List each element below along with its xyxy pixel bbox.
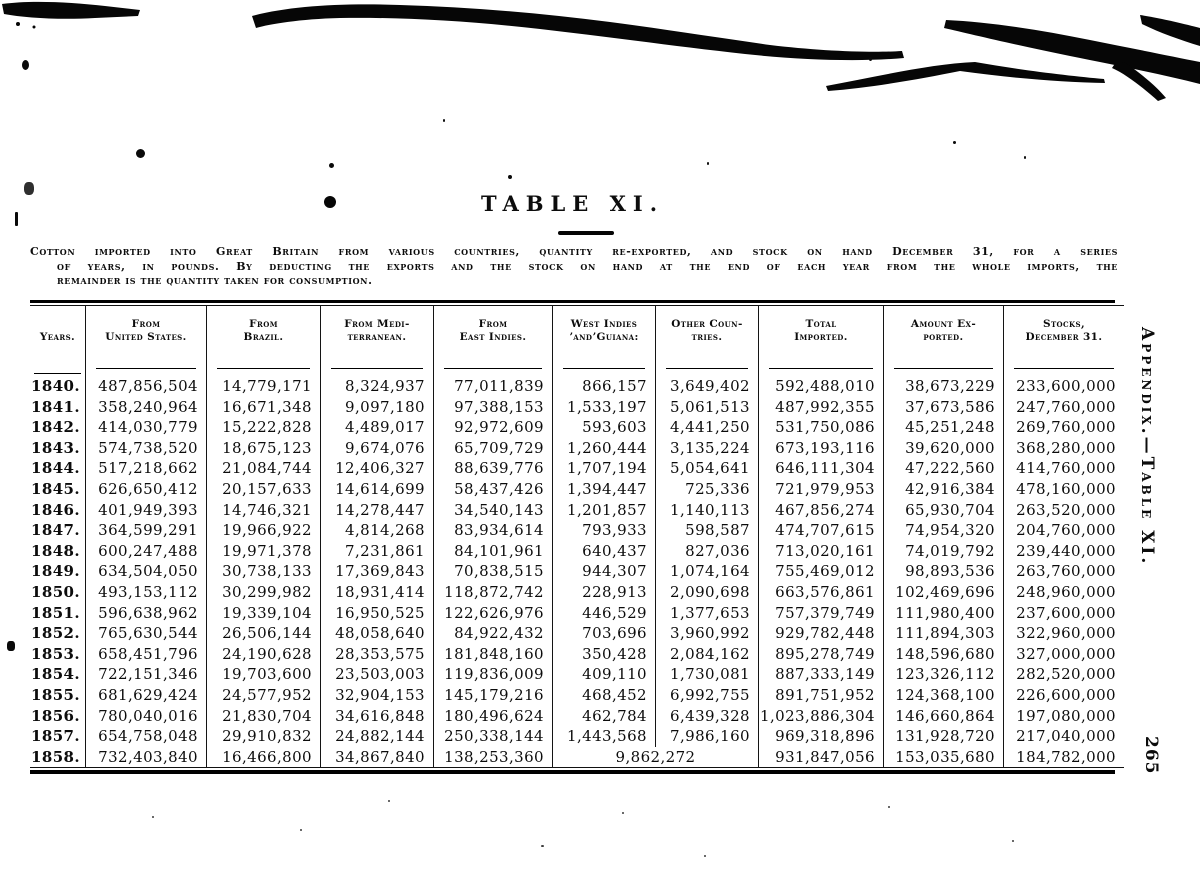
value-cell: 350,428 [553,644,656,665]
value-cell: 793,933 [553,520,656,541]
value-cell: 5,061,513 [656,397,759,418]
value-cell: 931,847,056 [759,747,884,768]
table-row [30,479,1124,500]
value-cell: 713,020,161 [759,541,884,562]
value-cell: 14,614,699 [321,479,434,500]
value-cell: 19,971,378 [207,541,321,562]
column-header-west_indies_and_guiana: West Indies ʼandʼGuiana: [553,306,656,377]
value-cell: 180,496,624 [434,706,553,727]
value-cell: 204,760,000 [1004,520,1125,541]
value-cell: 1,377,653 [656,603,759,624]
header-underline-rule [217,368,310,369]
table-row [30,376,1124,397]
value-cell: 19,339,104 [207,603,321,624]
value-cell: 1,533,197 [553,397,656,418]
year-cell: 1855. [31,685,80,704]
value-cell: 478,160,000 [1004,479,1125,500]
ink-dot [33,26,36,29]
value-cell: 38,673,229 [884,376,1004,397]
value-cell: 1,260,444 [553,438,656,459]
value-cell: 226,600,000 [1004,685,1125,706]
value-cell: 98,893,536 [884,561,1004,582]
value-cell: 239,440,000 [1004,541,1125,562]
value-cell: 4,814,268 [321,520,434,541]
value-cell: 703,696 [553,623,656,644]
table-caption [30,245,1118,289]
value-cell: 2,084,162 [656,644,759,665]
value-cell: 487,992,355 [759,397,884,418]
value-cell: 626,650,412 [86,479,207,500]
value-cell: 153,035,680 [884,747,1004,768]
value-cell: 14,779,171 [207,376,321,397]
year-cell: 1854. [31,665,80,684]
value-cell: 26,506,144 [207,623,321,644]
ink-smudge [826,62,1105,91]
value-cell: 593,603 [553,417,656,438]
value-cell: 493,153,112 [86,582,207,603]
value-cell: 462,784 [553,706,656,727]
value-cell: 468,452 [553,685,656,706]
value-cell: 1,443,568 [553,726,656,747]
value-cell: 658,451,796 [86,644,207,665]
value-cell: 827,036 [656,541,759,562]
value-cell: 358,240,964 [86,397,207,418]
value-cell: 721,979,953 [759,479,884,500]
value-cell: 18,931,414 [321,582,434,603]
page-number: 265 [1141,736,1161,775]
value-cell: 517,218,662 [86,458,207,479]
value-cell: 12,406,327 [321,458,434,479]
value-cell: 446,529 [553,603,656,624]
value-cell: 16,466,800 [207,747,321,768]
value-cell: 467,856,274 [759,500,884,521]
header-underline-rule [444,368,542,369]
value-cell: 83,934,614 [434,520,553,541]
value-cell: 119,836,009 [434,664,553,685]
year-cell: 1848. [31,541,80,560]
value-cell: 1,023,886,304 [759,706,884,727]
table-row [30,500,1124,521]
value-cell: 14,746,321 [207,500,321,521]
value-cell: 4,441,250 [656,417,759,438]
value-cell: 414,030,779 [86,417,207,438]
value-cell: 48,058,640 [321,623,434,644]
value-cell: 9,862,272 [553,747,759,768]
value-cell: 780,040,016 [86,706,207,727]
value-cell: 24,190,628 [207,644,321,665]
value-cell: 887,333,149 [759,664,884,685]
value-cell: 1,730,081 [656,664,759,685]
value-cell: 654,758,048 [86,726,207,747]
value-cell: 34,616,848 [321,706,434,727]
year-cell: 1842. [31,418,80,437]
year-cell: 1841. [31,397,80,416]
value-cell: 592,488,010 [759,376,884,397]
header-underline-rule [666,368,748,369]
year-cell: 1852. [31,624,80,643]
table-row [30,561,1124,582]
year-cell: 1857. [31,727,80,746]
table-row [30,747,1124,768]
value-cell: 755,469,012 [759,561,884,582]
value-cell: 531,750,086 [759,417,884,438]
value-cell: 23,503,003 [321,664,434,685]
value-cell: 725,336 [656,479,759,500]
header-underline-rule [563,368,645,369]
table-body [30,376,1124,768]
value-cell: 248,960,000 [1004,582,1125,603]
table-row [30,603,1124,624]
value-cell: 663,576,861 [759,582,884,603]
value-cell: 929,782,448 [759,623,884,644]
ink-smudge [2,2,140,19]
value-cell: 70,838,515 [434,561,553,582]
value-cell: 34,540,143 [434,500,553,521]
caption-line: remainder is the quantity taken for consumption. [57,274,373,287]
value-cell: 6,992,755 [656,685,759,706]
value-cell: 24,577,952 [207,685,321,706]
caption-line: of years, in pounds. By deducting the exports and the stock on hand at the end of each year from the whole imports, the [57,259,1118,273]
value-cell: 21,830,704 [207,706,321,727]
value-cell: 111,894,303 [884,623,1004,644]
value-cell: 722,151,346 [86,664,207,685]
year-cell: 1843. [31,438,80,457]
table-row [30,582,1124,603]
value-cell: 102,469,696 [884,582,1004,603]
value-cell: 409,110 [553,664,656,685]
value-cell: 97,388,153 [434,397,553,418]
ink-smudge [1140,15,1200,46]
value-cell: 84,922,432 [434,623,553,644]
year-cell: 1840. [31,377,80,395]
value-cell: 28,353,575 [321,644,434,665]
value-cell: 111,980,400 [884,603,1004,624]
value-cell: 891,751,952 [759,685,884,706]
header-underline-rule [331,368,423,369]
value-cell: 181,848,160 [434,644,553,665]
value-cell: 77,011,839 [434,376,553,397]
value-cell: 757,379,749 [759,603,884,624]
column-header-from_mediterranean: From Medi- terranean. [321,306,434,377]
value-cell: 282,520,000 [1004,664,1125,685]
value-cell: 124,368,100 [884,685,1004,706]
header-underline-rule [1014,368,1114,369]
value-cell: 237,600,000 [1004,603,1125,624]
value-cell: 65,930,704 [884,500,1004,521]
value-cell: 5,054,641 [656,458,759,479]
column-header-stocks_december_31: Stocks, December 31. [1004,306,1125,377]
value-cell: 4,489,017 [321,417,434,438]
year-cell: 1851. [31,603,80,622]
column-header-years: Years. [30,306,86,377]
year-cell: 1847. [31,521,80,540]
value-cell: 24,882,144 [321,726,434,747]
value-cell: 414,760,000 [1004,458,1125,479]
value-cell: 18,675,123 [207,438,321,459]
table-row [30,541,1124,562]
value-cell: 6,439,328 [656,706,759,727]
table-row [30,438,1124,459]
value-cell: 640,437 [553,541,656,562]
value-cell: 30,738,133 [207,561,321,582]
value-cell: 263,520,000 [1004,500,1125,521]
value-cell: 322,960,000 [1004,623,1125,644]
value-cell: 247,760,000 [1004,397,1125,418]
value-cell: 8,324,937 [321,376,434,397]
value-cell: 32,904,153 [321,685,434,706]
header-underline-rule [894,368,993,369]
value-cell: 21,084,744 [207,458,321,479]
value-cell: 327,000,000 [1004,644,1125,665]
value-cell: 58,437,426 [434,479,553,500]
value-cell: 30,299,982 [207,582,321,603]
value-cell: 250,338,144 [434,726,553,747]
value-cell: 138,253,360 [434,747,553,768]
ink-smudge [944,20,1200,84]
value-cell: 598,587 [656,520,759,541]
year-cell: 1849. [31,562,80,581]
year-cell: 1850. [31,582,80,601]
table-row [30,664,1124,685]
table-row [30,726,1124,747]
value-cell: 17,369,843 [321,561,434,582]
value-cell: 65,709,729 [434,438,553,459]
value-cell: 269,760,000 [1004,417,1125,438]
value-cell: 233,600,000 [1004,376,1125,397]
value-cell: 20,157,633 [207,479,321,500]
value-cell: 37,673,586 [884,397,1004,418]
value-cell: 1,074,164 [656,561,759,582]
value-cell: 895,278,749 [759,644,884,665]
ink-smudge [1112,62,1166,101]
value-cell: 29,910,832 [207,726,321,747]
page-title: TABLE XI. [480,191,665,216]
year-cell: 1844. [31,459,80,478]
ink-smudge [252,4,904,60]
value-cell: 9,097,180 [321,397,434,418]
value-cell: 45,251,248 [884,417,1004,438]
column-header-from_brazil: From Brazil. [207,306,321,377]
column-header-from_east_indies: From East Indies. [434,306,553,377]
value-cell: 7,986,160 [656,726,759,747]
table-row [30,397,1124,418]
data-table-frame [30,300,1115,774]
value-cell: 3,649,402 [656,376,759,397]
ink-dot [16,22,20,26]
header-underline-rule [34,373,81,374]
value-cell: 3,135,224 [656,438,759,459]
value-cell: 1,394,447 [553,479,656,500]
value-cell: 14,278,447 [321,500,434,521]
value-cell: 88,639,776 [434,458,553,479]
year-cell: 1845. [31,479,80,498]
value-cell: 364,599,291 [86,520,207,541]
appendix-margin-label: Appendix.—Table XI. [1137,327,1157,567]
year-cell: 1853. [31,644,80,663]
table-header-row [30,306,1124,377]
value-cell: 474,707,615 [759,520,884,541]
value-cell: 16,950,525 [321,603,434,624]
value-cell: 84,101,961 [434,541,553,562]
table-row [30,417,1124,438]
value-cell: 39,620,000 [884,438,1004,459]
value-cell: 19,703,600 [207,664,321,685]
value-cell: 7,231,861 [321,541,434,562]
header-underline-rule [769,368,873,369]
value-cell: 42,916,384 [884,479,1004,500]
value-cell: 123,326,112 [884,664,1004,685]
value-cell: 217,040,000 [1004,726,1125,747]
value-cell: 47,222,560 [884,458,1004,479]
value-cell: 16,671,348 [207,397,321,418]
value-cell: 9,674,076 [321,438,434,459]
value-cell: 596,638,962 [86,603,207,624]
value-cell: 401,949,393 [86,500,207,521]
caption-line: Cotton imported into Great Britain from various countries, quantity re-exported, and stock on hand December 31, for a series [30,245,1118,258]
column-header-total_imported: Total Imported. [759,306,884,377]
value-cell: 148,596,680 [884,644,1004,665]
value-cell: 681,629,424 [86,685,207,706]
header-underline-rule [96,368,196,369]
value-cell: 600,247,488 [86,541,207,562]
value-cell: 646,111,304 [759,458,884,479]
year-cell: 1856. [31,706,80,725]
column-header-other_countries: Other Coun- tries. [656,306,759,377]
value-cell: 574,738,520 [86,438,207,459]
table-row [30,706,1124,727]
value-cell: 3,960,992 [656,623,759,644]
value-cell: 634,504,050 [86,561,207,582]
year-cell: 1846. [31,500,80,519]
table-row [30,623,1124,644]
value-cell: 487,856,504 [86,376,207,397]
value-cell: 228,913 [553,582,656,603]
title-underline-rule [558,231,614,235]
value-cell: 74,019,792 [884,541,1004,562]
table-row [30,458,1124,479]
value-cell: 866,157 [553,376,656,397]
value-cell: 944,307 [553,561,656,582]
value-cell: 145,179,216 [434,685,553,706]
value-cell: 19,966,922 [207,520,321,541]
value-cell: 2,090,698 [656,582,759,603]
year-cell: 1858. [31,747,80,766]
value-cell: 1,140,113 [656,500,759,521]
value-cell: 122,626,976 [434,603,553,624]
value-cell: 673,193,116 [759,438,884,459]
value-cell: 34,867,840 [321,747,434,768]
value-cell: 732,403,840 [86,747,207,768]
value-cell: 92,972,609 [434,417,553,438]
table-row [30,520,1124,541]
value-cell: 197,080,000 [1004,706,1125,727]
value-cell: 765,630,544 [86,623,207,644]
value-cell: 184,782,000 [1004,747,1125,768]
value-cell: 74,954,320 [884,520,1004,541]
cotton-imports-table [30,305,1124,768]
value-cell: 131,928,720 [884,726,1004,747]
value-cell: 1,707,194 [553,458,656,479]
table-row [30,644,1124,665]
value-cell: 15,222,828 [207,417,321,438]
value-cell: 118,872,742 [434,582,553,603]
value-cell: 969,318,896 [759,726,884,747]
value-cell: 368,280,000 [1004,438,1125,459]
table-row [30,685,1124,706]
value-cell: 146,660,864 [884,706,1004,727]
value-cell: 1,201,857 [553,500,656,521]
column-header-amount_exported: Amount Ex- ported. [884,306,1004,377]
column-header-from_united_states: From United States. [86,306,207,377]
value-cell: 263,760,000 [1004,561,1125,582]
